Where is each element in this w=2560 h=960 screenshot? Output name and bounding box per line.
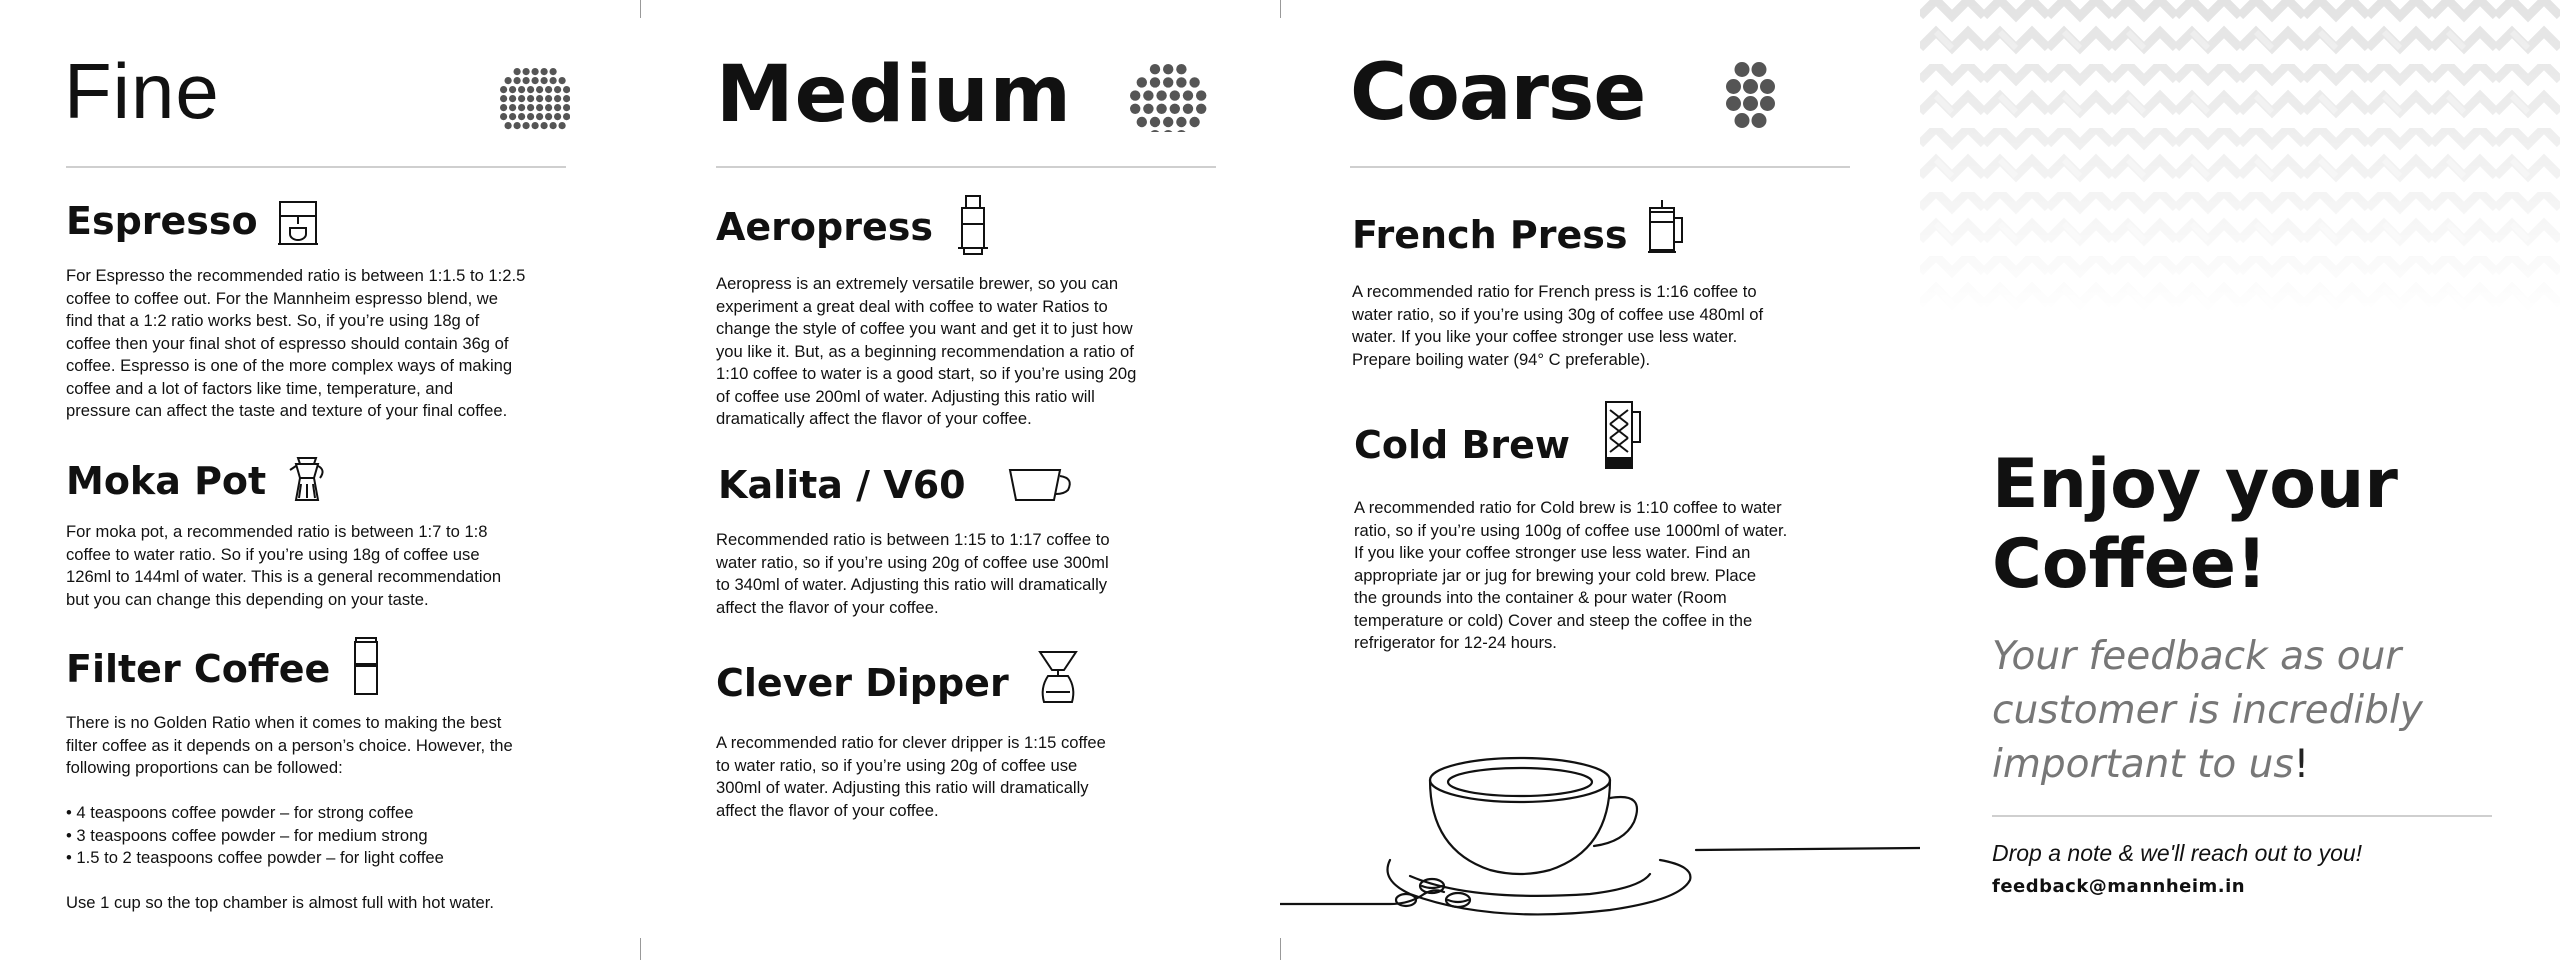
filter-coffee-icon xyxy=(352,636,380,698)
grind-dot xyxy=(500,95,507,102)
grind-dot xyxy=(505,77,512,84)
grind-dot xyxy=(527,113,534,120)
grind-dot xyxy=(1735,113,1750,128)
grind-dot xyxy=(545,86,552,93)
grind-dot xyxy=(1150,117,1160,127)
grind-dot xyxy=(541,77,548,84)
filter-footer-spacer xyxy=(66,870,626,893)
feedback-message xyxy=(1992,630,2492,792)
coffee-cup-illustration xyxy=(1280,740,1920,920)
fine-panel xyxy=(0,0,640,960)
decorative-pattern xyxy=(1920,0,2560,320)
feedback-exclamation: ! xyxy=(2293,742,2310,787)
grind-dot xyxy=(500,86,507,93)
closing-panel xyxy=(1920,0,2560,960)
medium-title: Medium xyxy=(716,50,1072,140)
grind-dot xyxy=(518,95,525,102)
aeropress-text: Aeropress is an extremely versatile brewer, so you can experiment a great deal with coffee to water Ratios to change the style of coffee you want and get it to just how you like it. But, as a beginning recommendation a ratio of 1:10 coffee to water is a good start, so if you’re using 20g of coffee use 200ml of water. Adjusting this ratio will dramatically affect the flavor of your coffee. xyxy=(716,274,1137,428)
fine-title: Fine xyxy=(64,47,220,135)
grind-dot xyxy=(505,122,512,129)
grind-dot xyxy=(1760,79,1775,94)
grind-dot xyxy=(1130,104,1140,114)
espresso-description xyxy=(66,265,606,423)
grind-dot xyxy=(1163,117,1173,127)
filter-bullet-spacer xyxy=(66,780,626,803)
grind-dot xyxy=(500,113,507,120)
grind-dot xyxy=(1156,90,1166,100)
grind-dot xyxy=(536,95,543,102)
grind-dot xyxy=(559,77,566,84)
clever-dripper-icon xyxy=(1036,648,1080,708)
filter-bullet-light: • 1.5 to 2 teaspoons coffee powder – for light coffee xyxy=(66,848,444,867)
grind-dot xyxy=(509,104,516,111)
grind-dot xyxy=(563,86,570,93)
grind-dot xyxy=(1143,90,1153,100)
aeropress-title: Aeropress xyxy=(716,205,933,249)
grind-dot xyxy=(554,86,561,93)
filter-coffee-footer: Use 1 cup so the top chamber is almost full with hot water. xyxy=(66,893,494,912)
grind-dot xyxy=(1183,90,1193,100)
grind-dot xyxy=(527,104,534,111)
grind-dot xyxy=(1760,96,1775,111)
grind-dot xyxy=(550,122,557,129)
grind-dot xyxy=(1170,104,1180,114)
grind-dot xyxy=(545,95,552,102)
grind-dot xyxy=(1176,117,1186,127)
grind-dot xyxy=(1743,79,1758,94)
grind-dot xyxy=(536,86,543,93)
clever-dripper-title: Clever Dipper xyxy=(716,661,1009,705)
grind-dot xyxy=(509,113,516,120)
grind-dot xyxy=(554,95,561,102)
grind-dot xyxy=(523,77,530,84)
grind-dot xyxy=(1196,90,1206,100)
grind-dot xyxy=(1726,79,1741,94)
grind-dot xyxy=(1170,90,1180,100)
grind-dot xyxy=(554,113,561,120)
filter-coffee-description xyxy=(66,712,626,915)
grind-dot xyxy=(550,77,557,84)
grind-dot xyxy=(514,68,521,75)
grind-dot xyxy=(1163,64,1173,74)
aeropress-description xyxy=(716,273,1236,431)
grind-dot xyxy=(1143,104,1153,114)
enjoy-heading xyxy=(1992,445,2512,605)
grind-dot xyxy=(536,104,543,111)
kalita-v60-title: Kalita / V60 xyxy=(718,463,966,507)
grind-dot xyxy=(532,68,539,75)
fine-divider xyxy=(66,166,566,168)
grind-dot xyxy=(1176,64,1186,74)
grind-dot xyxy=(550,68,557,75)
grind-dot xyxy=(1163,77,1173,87)
moka-pot-title: Moka Pot xyxy=(66,459,267,503)
medium-grind-dots-icon xyxy=(1130,64,1214,132)
grind-dot xyxy=(523,122,530,129)
grind-dot xyxy=(1735,62,1750,77)
grind-dot xyxy=(1130,90,1140,100)
aeropress-icon xyxy=(956,194,990,258)
grind-dot xyxy=(509,86,516,93)
fine-grind-dots-icon xyxy=(500,68,570,132)
grind-dot xyxy=(1150,64,1160,74)
filter-bullet-medium: • 3 teaspoons coffee powder – for medium strong xyxy=(66,825,428,845)
grind-dot xyxy=(1189,117,1199,127)
french-press-title: French Press xyxy=(1352,213,1628,257)
cold-brew-jug-icon xyxy=(1602,398,1646,472)
grind-dot xyxy=(1752,62,1767,77)
grind-dot xyxy=(1150,77,1160,87)
kalita-v60-description xyxy=(716,529,1236,619)
enjoy-heading-text: Enjoy your Coffee! xyxy=(1992,445,2398,604)
grind-dot xyxy=(1726,96,1741,111)
coarse-title: Coarse xyxy=(1350,48,1646,138)
grind-dot xyxy=(1156,104,1166,114)
cold-brew-text: A recommended ratio for Cold brew is 1:10 coffee to water ratio, so if you’re using 100g of coffee use 1000ml of water. If you like your coffee stronger use less water. Find an appropriate jar or jug for brewing your cold brew. Place the grounds into the container & pour water (Room temperature or cold) Cover and steep the coffee in the refrigerator for 12-24 hours. xyxy=(1354,498,1788,652)
grind-dot xyxy=(541,68,548,75)
feedback-text: Your feedback as our customer is incredibly important to us xyxy=(1992,634,2423,787)
grind-dot xyxy=(1137,117,1147,127)
grind-dot xyxy=(514,122,521,129)
feedback-email-link[interactable]: feedback@mannheim.in xyxy=(1992,876,2246,897)
grind-dot xyxy=(563,95,570,102)
grind-dot xyxy=(554,104,561,111)
grind-dot xyxy=(500,104,507,111)
grind-dot xyxy=(509,95,516,102)
closing-divider xyxy=(1992,815,2492,817)
cold-brew-title: Cold Brew xyxy=(1354,423,1571,467)
grind-dot xyxy=(518,104,525,111)
grind-dot xyxy=(1183,104,1193,114)
grind-dot xyxy=(527,86,534,93)
grind-dot xyxy=(1196,104,1206,114)
grind-dot xyxy=(545,104,552,111)
grind-dot xyxy=(532,77,539,84)
grind-dot xyxy=(1150,130,1160,132)
grind-dot xyxy=(545,113,552,120)
medium-panel xyxy=(640,0,1280,960)
grind-dot xyxy=(518,113,525,120)
grind-dot xyxy=(1176,77,1186,87)
coarse-divider xyxy=(1350,166,1850,168)
grind-dot xyxy=(518,86,525,93)
coarse-panel xyxy=(1280,0,1920,960)
grind-dot xyxy=(532,122,539,129)
espresso-title: Espresso xyxy=(66,199,258,243)
grind-dot xyxy=(514,77,521,84)
filter-coffee-text: There is no Golden Ratio when it comes to making the best filter coffee as it depends on a person’s choice. However, the following proportions can be followed: xyxy=(66,713,513,777)
grind-dot xyxy=(1752,113,1767,128)
grind-dot xyxy=(541,122,548,129)
grind-dot xyxy=(563,104,570,111)
drop-note-text: Drop a note & we'll reach out to you! xyxy=(1992,840,2363,866)
espresso-text: For Espresso the recommended ratio is between 1:1.5 to 1:2.5 coffee to coffee out. For the Mannheim espresso blend, we find that a 1:2 ratio works best. So, if you’re using 18g of coffee then your final shot of espresso should contain 36g of coffee. Espresso is one of the more complex ways of making coffee and a lot of factors like time, temperature, and pressure can affect the taste and texture of your final coffee. xyxy=(66,266,526,420)
grind-dot xyxy=(527,95,534,102)
grind-dot xyxy=(1189,77,1199,87)
grind-dot xyxy=(1137,77,1147,87)
filter-bullet-strong: • 4 teaspoons coffee powder – for strong coffee xyxy=(66,803,414,822)
moka-pot-icon xyxy=(286,454,328,504)
coarse-grind-dots-icon xyxy=(1726,62,1792,128)
grind-dot xyxy=(1163,130,1173,132)
french-press-description xyxy=(1352,281,1872,371)
grind-dot xyxy=(559,122,566,129)
filter-coffee-title: Filter Coffee xyxy=(66,647,331,691)
grind-dot xyxy=(1176,130,1186,132)
cold-brew-description xyxy=(1354,497,1874,655)
clever-dripper-description xyxy=(716,732,1236,822)
espresso-machine-icon xyxy=(276,198,320,248)
grind-dot xyxy=(536,113,543,120)
french-press-icon xyxy=(1642,198,1688,256)
clever-dripper-text: A recommended ratio for clever dripper is 1:15 coffee to water ratio, so if you’re using 20g of coffee use 300ml of water. Adjusting this ratio will dramatically affect the flavor of your coffee. xyxy=(716,733,1106,820)
grind-dot xyxy=(523,68,530,75)
moka-pot-description xyxy=(66,521,606,611)
kalita-v60-text: Recommended ratio is between 1:15 to 1:17 coffee to water ratio, so if you’re using 20g of coffee use 300ml to 340ml of water. Adjusting this ratio will dramatically affect the flavor of your coffee. xyxy=(716,530,1110,617)
french-press-text: A recommended ratio for French press is 1:16 coffee to water ratio, so if you’re using 30g of coffee use 480ml of water. If you like your coffee stronger use less water. Prepare boiling water (94° C preferable). xyxy=(1352,282,1764,369)
grind-dot xyxy=(563,113,570,120)
medium-divider xyxy=(716,166,1216,168)
moka-pot-text: For moka pot, a recommended ratio is between 1:7 to 1:8 coffee to water ratio. So if you’re using 18g of coffee use 126ml to 144ml of water. This is a general recommendation but you can change this depending on your taste. xyxy=(66,522,502,609)
grind-dot xyxy=(1743,96,1758,111)
pour-over-dripper-icon xyxy=(1004,466,1076,504)
